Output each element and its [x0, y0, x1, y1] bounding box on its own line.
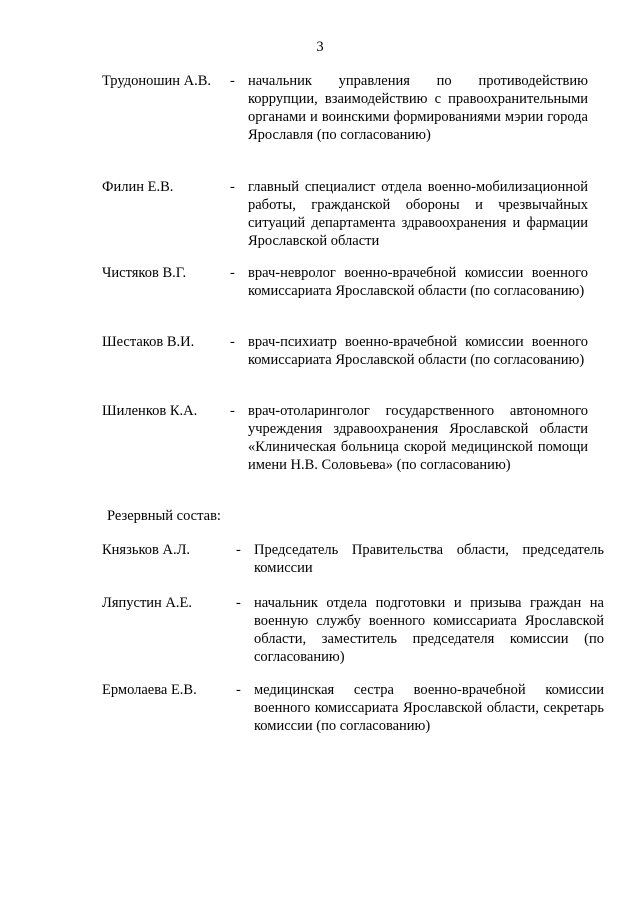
member-name: Шестаков В.И.	[102, 334, 195, 350]
dash-separator: -	[236, 682, 241, 698]
member-name: Ермолаева Е.В.	[102, 682, 197, 698]
reserve-section-label: Резервный состав:	[107, 508, 221, 524]
dash-separator: -	[230, 403, 235, 419]
member-name: Чистяков В.Г.	[102, 265, 187, 281]
dash-separator: -	[230, 179, 235, 195]
member-name: Князьков А.Л.	[102, 542, 191, 558]
dash-separator: -	[236, 542, 241, 558]
dash-separator: -	[230, 265, 235, 281]
member-position: медицинская сестра военно-врачебной комиссии военного комиссариата Ярославской области, секретарь комиссии (по согласованию)	[254, 682, 604, 734]
member-position: врач-невролог военно-врачебной комиссии военного комиссариата Ярославской области (по согласованию)	[248, 265, 588, 299]
dash-separator: -	[236, 595, 241, 611]
member-position: врач-отоларинголог государственного автономного учреждения здравоохранения Ярославской области «Клиническая больница скорой медицинской помощи имени Н.В. Соловьева» (по согласованию)	[248, 403, 588, 473]
member-name: Шиленков К.А.	[102, 403, 198, 419]
member-position: начальник отдела подготовки и призыва граждан на военную службу военного комиссариата Ярославской области, заместитель председателя комиссии (по согласованию)	[254, 595, 604, 665]
dash-separator: -	[230, 334, 235, 350]
member-name: Филин Е.В.	[102, 179, 174, 195]
page-number: 3	[316, 39, 324, 55]
dash-separator: -	[230, 73, 235, 89]
member-position: Председатель Правительства области, председатель комиссии	[254, 542, 604, 576]
member-position: врач-психиатр военно-врачебной комиссии военного комиссариата Ярославской области (по согласованию)	[248, 334, 588, 368]
member-name: Ляпустин А.Е.	[102, 595, 193, 611]
member-name: Трудоношин А.В.	[102, 73, 212, 89]
member-position: начальник управления по противодействию коррупции, взаимодействию с правоохранительными органами и воинскими формированиями мэрии города Ярославля (по согласованию)	[248, 73, 588, 143]
member-position: главный специалист отдела военно-мобилизационной работы, гражданской обороны и чрезвычайных ситуаций департамента здравоохранения и фармации Ярославской области	[248, 179, 588, 249]
